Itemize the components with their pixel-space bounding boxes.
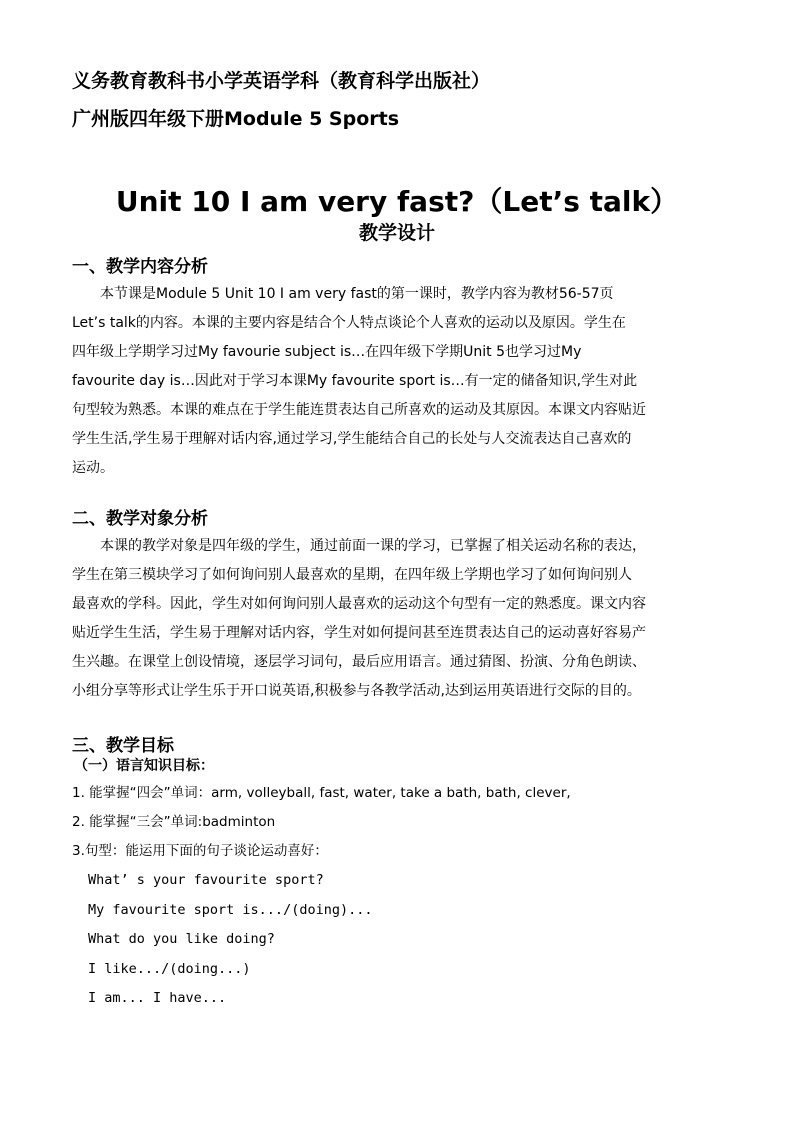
paragraph-line: 本节课是Module 5 Unit 10 I am very fast的第一课时，教学内容为教材56-57页: [72, 286, 614, 302]
paragraph-line: 贴近学生生活，学生易于理解对话内容，学生对如何提问甚至连贯表达自己的运动喜好容易产: [72, 625, 646, 641]
section-3-heading: 三、教学目标: [72, 736, 174, 756]
sentence-line: I am... I have...: [88, 990, 227, 1006]
paragraph-line: 学生生活,学生易于理解对话内容,通过学习,学生能结合自己的长处与人交流表达自己喜欢的: [72, 431, 632, 447]
section-3-subheading: （一）语言知识目标：: [74, 758, 214, 774]
paragraph-line: 运动。: [72, 460, 114, 476]
paragraph-line: favourite day is…因此对于学习本课My favourite sport is…有一定的储备知识,学生对此: [72, 373, 638, 389]
list-item: 1. 能掌握“四会”单词：arm, volleyball, fast, water, take a bath, bath, clever,: [72, 785, 571, 801]
header-line-2: 广州版四年级下册Module 5 Sports: [72, 108, 400, 130]
list-item: 2. 能掌握“三会”单词:badminton: [72, 814, 276, 830]
header-line-1: 义务教育教科书小学英语学科（教育科学出版社）: [72, 70, 491, 92]
sentence-line: I like.../(doing...): [88, 960, 251, 977]
paragraph-line: 最喜欢的学科。因此，学生对如何询问别人最喜欢的运动这个句型有一定的熟悉度。课文内容: [72, 596, 646, 612]
section-2-heading: 二、教学对象分析: [72, 509, 208, 529]
list-item: 3.句型：能运用下面的句子谈论运动喜好：: [72, 843, 328, 859]
section-3-items: [72, 779, 571, 866]
sentence-line: My favourite sport is.../(doing)...: [88, 901, 373, 918]
paragraph-line: 本课的教学对象是四年级的学生，通过前面一课的学习，已掌握了相关运动名称的表达，: [72, 538, 646, 554]
paragraph-line: 学生在第三模块学习了如何询问别人最喜欢的星期，在四年级上学期也学习了如何询问别人: [72, 567, 632, 583]
paragraph-line: 生兴趣。在课堂上创设情境，逐层学习词句，最后应用语言。通过猜图、扮演、分角色朗读、: [72, 654, 646, 670]
document-title: Unit 10 I am very fast?（Let’s talk）: [115, 185, 679, 218]
document-subtitle: 教学设计: [358, 222, 435, 244]
paragraph-line: Let’s talk的内容。本课的主要内容是结合个人特点谈论个人喜欢的运动以及原因。学生在: [72, 315, 626, 331]
section-1-heading: 一、教学内容分析: [72, 257, 208, 277]
paragraph-line: 句型较为熟悉。本课的难点在于学生能连贯表达自己所喜欢的运动及其原因。本课文内容贴近: [72, 402, 646, 418]
paragraph-line: 四年级上学期学习过My favourie subject is…在四年级下学期Unit 5也学习过My: [72, 344, 582, 360]
section-2-body: [72, 532, 646, 706]
sentence-line: What do you like doing?: [88, 931, 275, 947]
paragraph-line: 小组分享等形式让学生乐于开口说英语,积极参与各教学活动,达到运用英语进行交际的目的。: [72, 683, 641, 699]
section-1-body: [72, 280, 646, 483]
sentence-line: What’ s your favourite sport?: [88, 872, 324, 888]
sentence-patterns: [88, 866, 372, 1014]
